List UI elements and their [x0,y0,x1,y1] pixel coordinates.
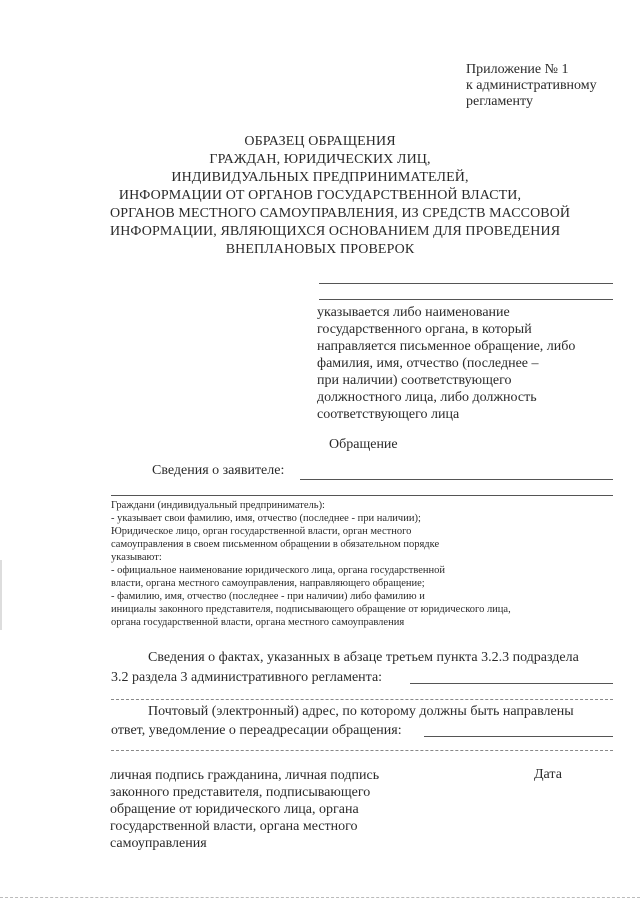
signature-line: личная подпись гражданина, личная подпись [110,768,380,783]
postal-address-field [424,736,613,737]
addressee-note [317,304,575,423]
title-line: ОРГАНОВ МЕСТНОГО САМОУПРАВЛЕНИЯ, ИЗ СРЕДСТВ МАССОВОЙ [110,206,571,221]
addressee-note-line: при наличии) соответствующего [317,373,512,388]
date-label: Дата [534,767,562,782]
facts-paragraph-line1: Сведения о фактах, указанных в абзаце третьем пункта 3.2.3 подраздела [148,650,579,665]
instruction-line: органа государственной власти, органа местного самоуправления [111,617,405,628]
signature-line: самоуправления [110,836,207,851]
instruction-line: самоуправления в своем письменном обращении в обязательном порядке [111,539,440,550]
scan-edge-mark [0,560,2,630]
instruction-line: Граждани (индивидуальный предприниматель): [111,500,325,511]
addressee-note-line: указывается либо наименование [317,305,510,320]
applicant-info-field-continued [111,495,613,496]
appendix-reference [466,62,597,110]
addressee-blank-line [319,283,613,284]
appeal-heading: Обращение [329,437,398,452]
addressee-blank-line [319,299,613,300]
title-line: ИНДИВИДУАЛЬНЫХ ПРЕДПРИНИМАТЕЛЕЙ, [171,170,469,185]
signature-line: государственной власти, органа местного [110,819,358,834]
title-line: ВНЕПЛАНОВЫХ ПРОВЕРОК [225,242,415,257]
applicant-instructions [111,499,511,629]
facts-field-continued [111,699,613,700]
facts-field [410,683,613,684]
title-line: ИНФОРМАЦИИ ОТ ОРГАНОВ ГОСУДАРСТВЕННОЙ ВЛАСТИ, [118,188,522,203]
instruction-line: власти, органа местного самоуправления, направляющего обращение; [111,578,425,589]
scan-bottom-line [0,897,640,898]
postal-paragraph-line2: ответ, уведомление о переадресации обращения: [111,723,402,738]
instruction-line: - фамилию, имя, отчество (последнее - при наличии) либо фамилию и [111,591,425,602]
addressee-note-line: направляется письменное обращение, либо [317,339,576,354]
addressee-note-line: должностного лица, либо должность [317,390,537,405]
signature-line: законного представителя, подписывающего [110,785,371,800]
addressee-note-line: государственного органа, в который [317,322,532,337]
instruction-line: - официальное наименование юридического лица, органа государственной [111,565,446,576]
document-title [110,133,571,259]
appendix-line: Приложение № 1 [466,62,569,77]
title-line: ИНФОРМАЦИИ, ЯВЛЯЮЩИХСЯ ОСНОВАНИЕМ ДЛЯ ПРОВЕДЕНИЯ [110,224,561,239]
title-line: ОБРАЗЕЦ ОБРАЩЕНИЯ [244,134,396,149]
signature-note [110,767,379,852]
signature-line: обращение от юридического лица, органа [110,802,359,817]
instruction-line: указывают: [111,552,162,563]
instruction-line: инициалы законного представителя, подписывающего обращение от юридического лица, [111,604,511,615]
addressee-note-line: соответствующего лица [317,407,460,422]
title-line: ГРАЖДАН, ЮРИДИЧЕСКИХ ЛИЦ, [209,152,431,167]
applicant-info-field [300,479,613,480]
instruction-line: - указывает свои фамилию, имя, отчество (последнее - при наличии); [111,513,421,524]
postal-address-field-continued [111,750,613,751]
appendix-line: регламенту [466,94,533,109]
addressee-note-line: фамилия, имя, отчество (последнее – [317,356,539,371]
postal-paragraph-line1: Почтовый (электронный) адрес, по которому должны быть направлены [148,704,574,719]
instruction-line: Юридическое лицо, орган государственной власти, орган местного [111,526,412,537]
applicant-info-label: Сведения о заявителе: [152,463,285,478]
appendix-line: к административному [466,78,597,93]
facts-paragraph-line2: 3.2 раздела 3 административного регламента: [111,670,383,685]
